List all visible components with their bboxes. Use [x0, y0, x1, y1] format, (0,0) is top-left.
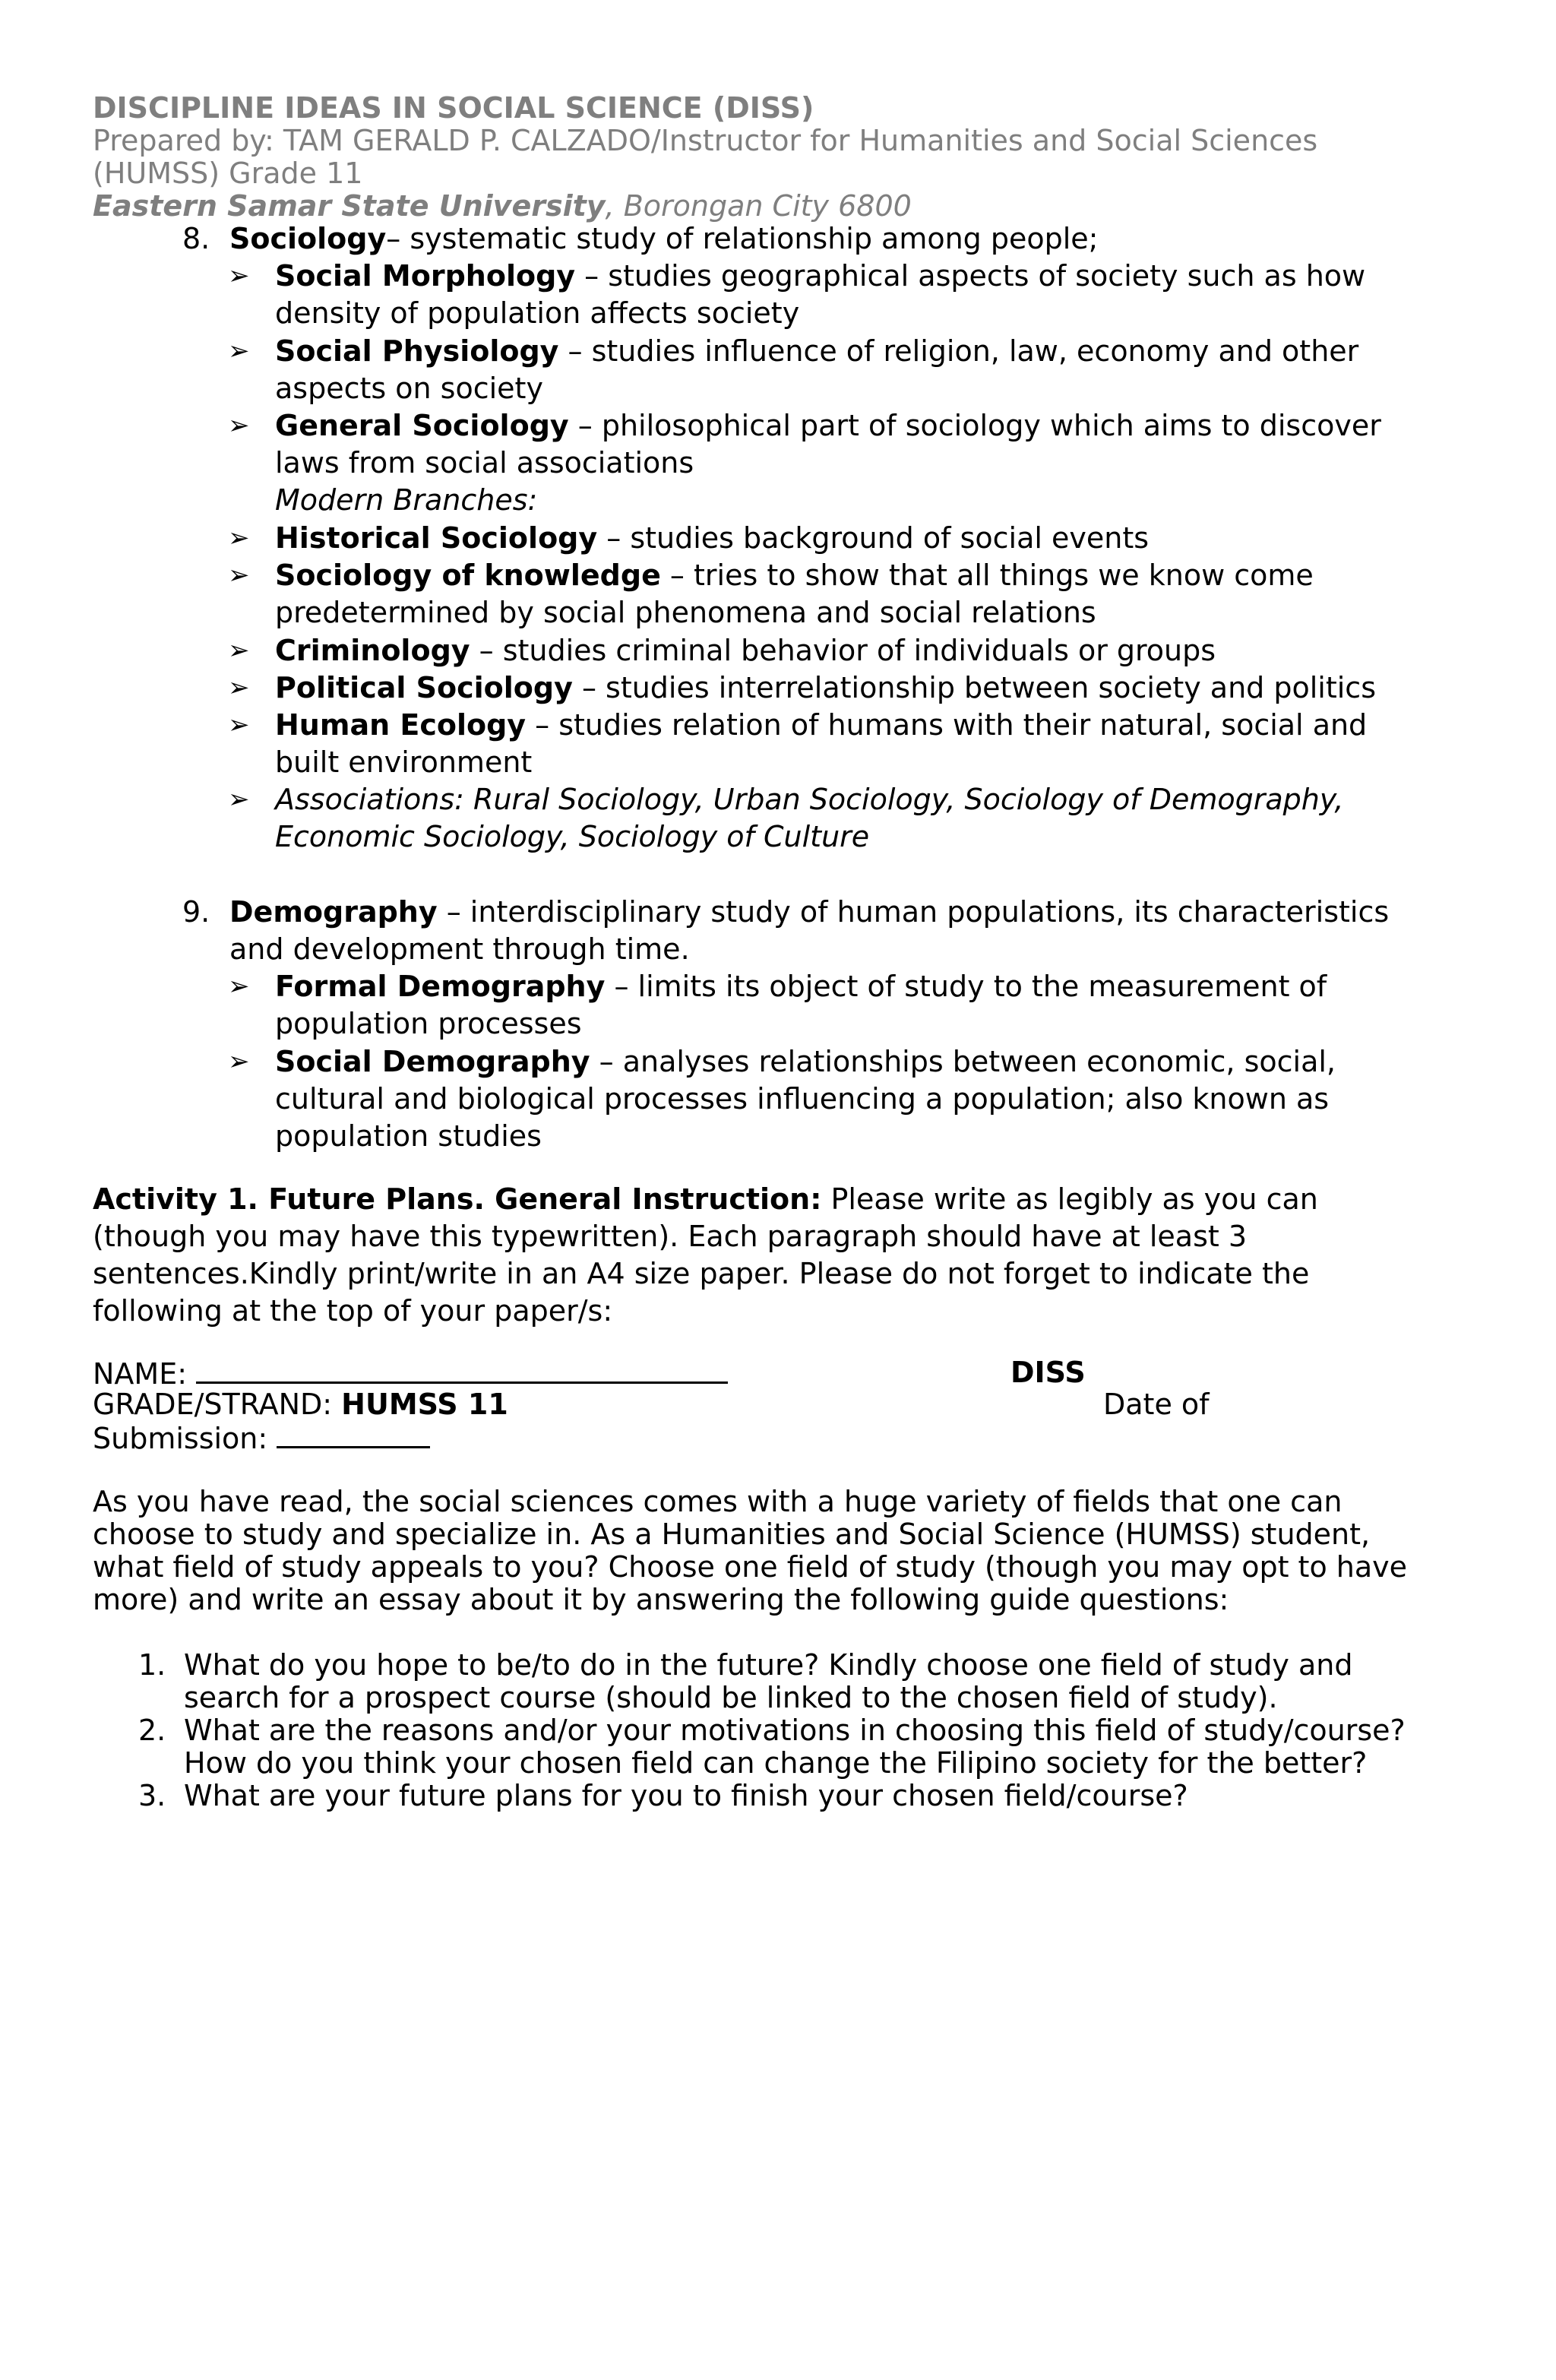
item-text: – studies interrelationship between society and politics — [572, 671, 1376, 704]
list-item — [275, 333, 1358, 369]
list-item-continuation: built environment — [275, 745, 533, 779]
arrowhead-bullet-icon: ➢ — [228, 261, 250, 291]
arrowhead-bullet-icon: ➢ — [228, 710, 250, 740]
activity-instruction-line-1 — [93, 1181, 1318, 1217]
item-term: General Sociology — [275, 409, 569, 442]
prepared-by-line-2: (HUMSS) Grade 11 — [93, 157, 363, 190]
list-item — [275, 557, 1314, 593]
question-number: 1. — [138, 1648, 166, 1682]
item-text: – philosophical part of sociology which aims to discover — [568, 409, 1381, 442]
diss-label: DISS — [1010, 1356, 1086, 1389]
list-item — [275, 669, 1376, 706]
list-item — [275, 407, 1381, 444]
item-term: Political Sociology — [275, 671, 573, 704]
question-number: 3. — [138, 1779, 166, 1812]
submission-label: Submission: — [93, 1422, 268, 1455]
activity-instruction-line-3: sentences.Kindly print/write in an A4 size paper. Please do not forget to indicate the — [93, 1257, 1310, 1290]
item-term: Historical Sociology — [275, 521, 598, 555]
submission-blank — [277, 1420, 430, 1448]
associations-line-2: Economic Sociology, Sociology of Culture — [275, 820, 870, 853]
list-item-continuation: cultural and biological processes influencing a population; also known as — [275, 1082, 1330, 1116]
activity-text: Please write as legibly as you can — [821, 1182, 1318, 1216]
list-item — [275, 632, 1216, 669]
item-text: – studies geographical aspects of society such as how — [575, 259, 1366, 293]
document-title: DISCIPLINE IDEAS IN SOCIAL SCIENCE (DISS) — [93, 91, 814, 125]
list-item-continuation: population processes — [275, 1007, 582, 1040]
item-term: Sociology of knowledge — [275, 559, 661, 592]
item-term: Social Physiology — [275, 334, 559, 368]
essay-prompt-line-3: what field of study appeals to you? Choose one field of study (though you may opt to have — [93, 1550, 1408, 1584]
prepared-by-line-1: Prepared by: TAM GERALD P. CALZADO/Instructor for Humanities and Social Sciences — [93, 124, 1318, 157]
list-item-continuation: predetermined by social phenomena and social relations — [275, 596, 1096, 629]
list-item — [275, 520, 1149, 556]
arrowhead-bullet-icon: ➢ — [228, 410, 250, 441]
item-text: – limits its object of study to the measurement of — [605, 970, 1327, 1003]
item-text: – studies criminal behavior of individuals or groups — [470, 634, 1216, 667]
activity-heading: Activity 1. Future Plans. General Instruction: — [93, 1182, 822, 1216]
grade-value: HUMSS 11 — [341, 1388, 508, 1421]
name-label: NAME: — [93, 1357, 188, 1391]
item-text: – studies relation of humans with their natural, social and — [526, 708, 1368, 742]
question-2-line-2: How do you think your chosen field can change the Filipino society for the better? — [184, 1746, 1368, 1780]
submission-field — [93, 1420, 430, 1455]
list-item — [275, 707, 1367, 743]
essay-prompt-line-2: choose to study and specialize in. As a Humanities and Social Science (HUMSS) student, — [93, 1518, 1371, 1551]
grade-label: GRADE/STRAND: — [93, 1388, 333, 1421]
arrowhead-bullet-icon: ➢ — [228, 673, 250, 703]
list-item — [275, 258, 1365, 294]
sociology-number: 8. — [182, 222, 210, 255]
arrowhead-bullet-icon: ➢ — [228, 971, 250, 1002]
sociology-term: Sociology — [229, 222, 387, 255]
associations-line-1: Associations: Rural Sociology, Urban Sociology, Sociology of Demography, — [275, 783, 1344, 816]
item-text: – studies background of social events — [597, 521, 1150, 555]
demography-number: 9. — [182, 895, 210, 929]
sociology-heading — [229, 220, 1098, 257]
question-number: 2. — [138, 1714, 166, 1747]
university-name: Eastern Samar State University — [93, 189, 606, 223]
item-term: Social Morphology — [275, 259, 576, 293]
date-of-label: Date of — [1103, 1388, 1210, 1421]
name-field — [93, 1356, 728, 1391]
question-3-line-1: What are your future plans for you to finish your chosen field/course? — [184, 1779, 1188, 1812]
item-text: – tries to show that all things we know come — [660, 559, 1314, 592]
university-line — [93, 189, 912, 223]
essay-prompt-line-4: more) and write an essay about it by answering the following guide questions: — [93, 1583, 1229, 1616]
list-item-continuation: aspects on society — [275, 372, 543, 405]
arrowhead-bullet-icon: ➢ — [228, 784, 250, 815]
item-term: Human Ecology — [275, 708, 527, 742]
question-1-line-2: search for a prospect course (should be linked to the chosen field of study). — [184, 1681, 1278, 1714]
list-item — [275, 968, 1327, 1005]
arrowhead-bullet-icon: ➢ — [228, 1046, 250, 1077]
demography-definition-continuation: and development through time. — [229, 932, 690, 966]
name-blank — [196, 1356, 728, 1384]
demography-heading — [229, 894, 1389, 930]
arrowhead-bullet-icon: ➢ — [228, 560, 250, 590]
item-text: – studies influence of religion, law, economy and other — [558, 334, 1359, 368]
arrowhead-bullet-icon: ➢ — [228, 336, 250, 366]
demography-definition: – interdisciplinary study of human populations, its characteristics — [437, 895, 1390, 929]
question-1-line-1: What do you hope to be/to do in the future? Kindly choose one field of study and — [184, 1648, 1353, 1682]
list-item — [275, 1043, 1336, 1080]
activity-instruction-line-2: (though you may have this typewritten). Each paragraph should have at least 3 — [93, 1220, 1248, 1253]
item-term: Criminology — [275, 634, 470, 667]
list-item-continuation: population studies — [275, 1119, 542, 1153]
activity-instruction-line-4: following at the top of your paper/s: — [93, 1294, 613, 1328]
list-item-continuation: density of population affects society — [275, 296, 800, 330]
item-term: Formal Demography — [275, 970, 606, 1003]
essay-prompt-line-1: As you have read, the social sciences comes with a huge variety of fields that one can — [93, 1485, 1343, 1518]
arrowhead-bullet-icon: ➢ — [228, 523, 250, 553]
list-item-continuation: laws from social associations — [275, 446, 694, 479]
sociology-definition: – systematic study of relationship among people; — [386, 222, 1099, 255]
university-city: , Borongan City 6800 — [605, 189, 912, 223]
demography-term: Demography — [229, 895, 438, 929]
item-text: – analyses relationships between economic, social, — [590, 1045, 1336, 1078]
modern-branches-label: Modern Branches: — [275, 483, 538, 517]
grade-strand-field — [93, 1388, 508, 1421]
question-2-line-1: What are the reasons and/or your motivations in choosing this field of study/course? — [184, 1714, 1406, 1747]
arrowhead-bullet-icon: ➢ — [228, 635, 250, 666]
item-term: Social Demography — [275, 1045, 590, 1078]
